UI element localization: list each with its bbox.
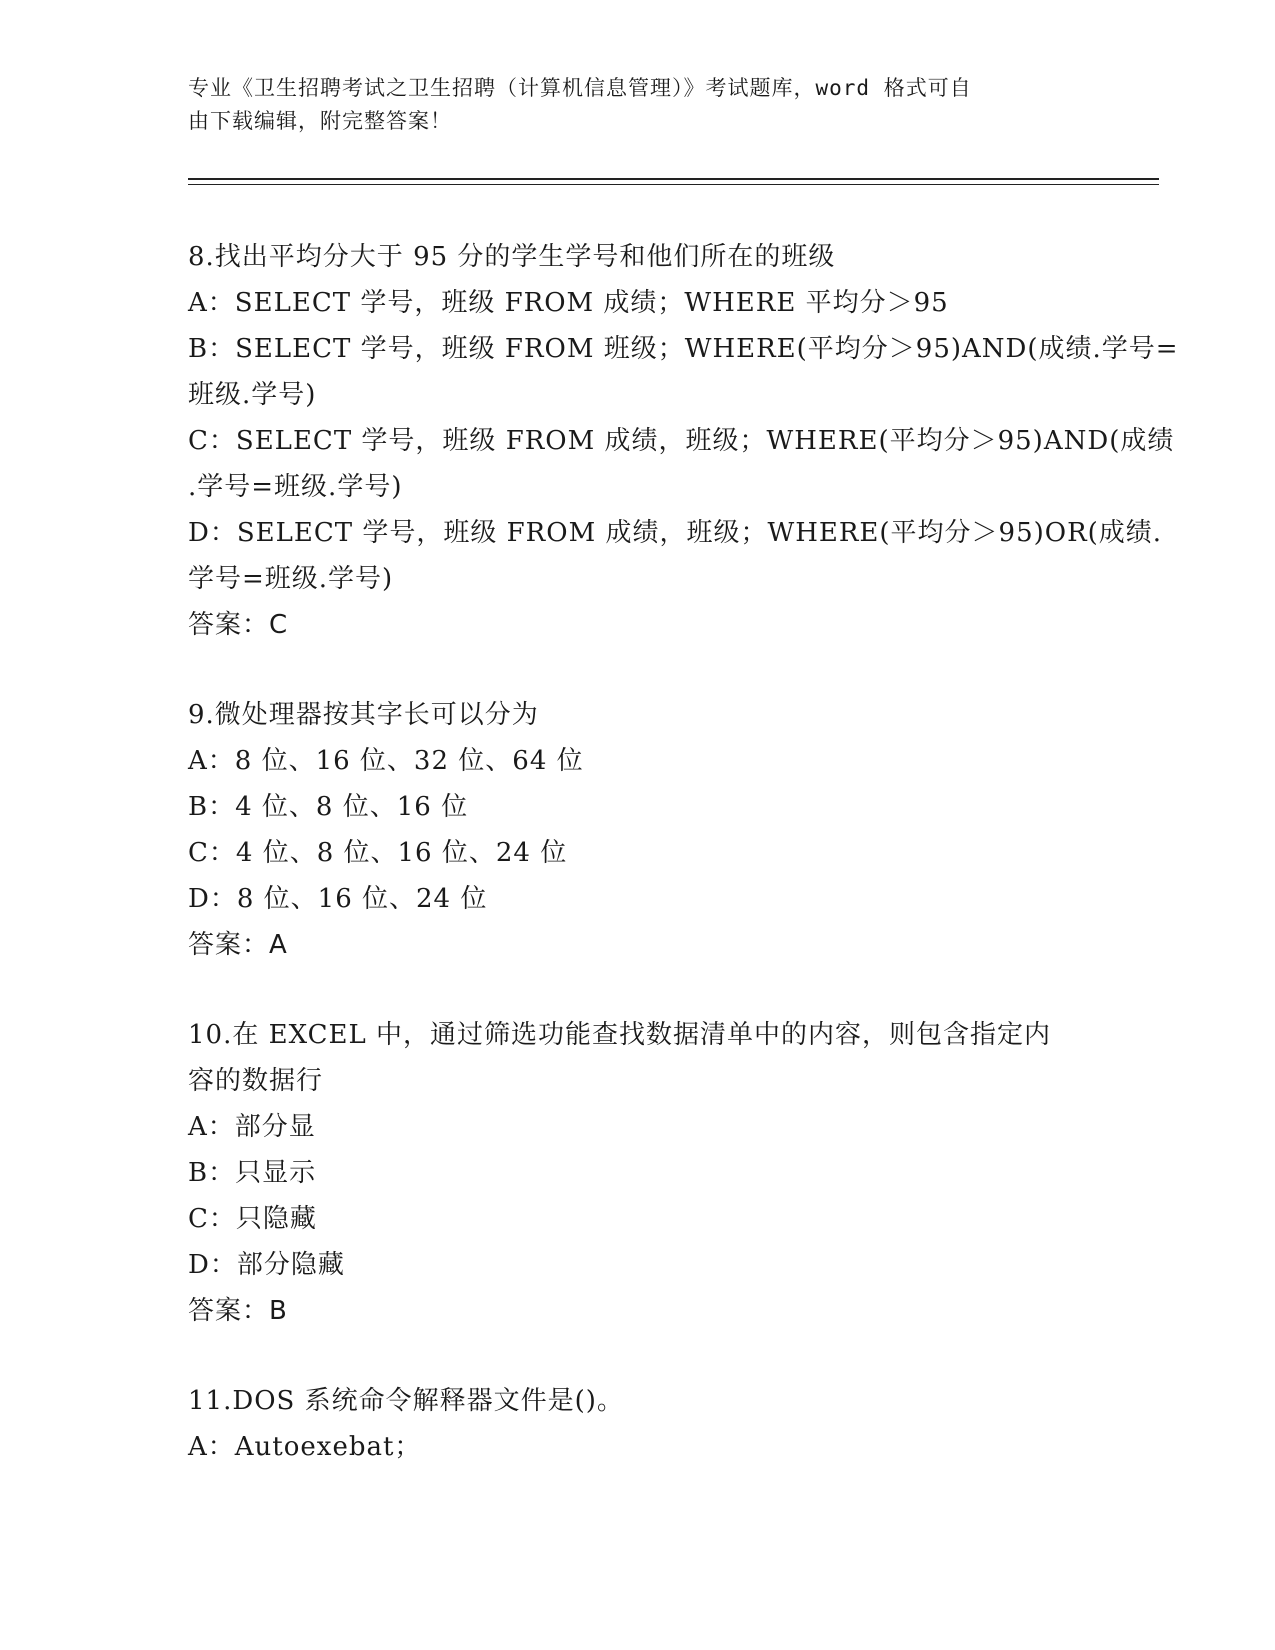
option-a: A：部分显 [188,1112,316,1142]
question-10 [188,1012,1088,1334]
option-b-line-1: B：SELECT 学号，班级 FROM 班级；WHERE(平均分＞95)AND(成绩.学号= [188,334,1179,364]
option-d-line-2: 学号=班级.学号) [188,564,394,594]
option-c-line-2: .学号=班级.学号) [188,472,403,502]
option-b: B：只显示 [188,1158,317,1188]
option-d: D：8 位、16 位、24 位 [188,884,488,914]
answer: 答案：A [188,930,288,960]
answer: 答案：B [188,1296,288,1326]
question-stem-line-2: 容的数据行 [188,1066,324,1096]
option-d-line-1: D：SELECT 学号，班级 FROM 成绩，班级；WHERE(平均分＞95)OR(成绩. [188,518,1163,548]
question-stem: 8.找出平均分大于 95 分的学生学号和他们所在的班级 [188,242,836,272]
option-b-line-2: 班级.学号) [188,380,317,410]
question-9 [188,692,1088,968]
header-divider-thick [188,178,1159,180]
header-line-1: 专业《卫生招聘考试之卫生招聘（计算机信息管理）》考试题库，word 格式可自 [188,76,972,100]
answer: 答案：C [188,610,289,640]
option-a: A：8 位、16 位、32 位、64 位 [188,746,584,776]
header-line-2: 由下载编辑，附完整答案！ [188,109,452,133]
option-c: C：4 位、8 位、16 位、24 位 [188,838,568,868]
option-c: C：只隐藏 [188,1204,317,1234]
question-spacer [188,648,1088,692]
document-header [188,72,1088,138]
option-d: D：部分隐藏 [188,1250,345,1280]
question-11 [188,1378,1088,1470]
question-spacer [188,1334,1088,1378]
question-list [188,234,1179,1470]
question-stem-line-1: 10.在 EXCEL 中，通过筛选功能查找数据清单中的内容，则包含指定内 [188,1020,1052,1050]
question-spacer [188,968,1088,1012]
header-divider-thin [188,184,1159,185]
option-c-line-1: C：SELECT 学号，班级 FROM 成绩，班级；WHERE(平均分＞95)AND(成绩 [188,426,1175,456]
question-stem: 11.DOS 系统命令解释器文件是()。 [188,1386,624,1416]
option-b: B：4 位、8 位、16 位 [188,792,469,822]
option-a: A：SELECT 学号，班级 FROM 成绩；WHERE 平均分＞95 [188,288,949,318]
question-stem: 9.微处理器按其字长可以分为 [188,700,539,730]
question-8 [188,234,1179,648]
option-a: A：Autoexebat； [188,1432,422,1462]
